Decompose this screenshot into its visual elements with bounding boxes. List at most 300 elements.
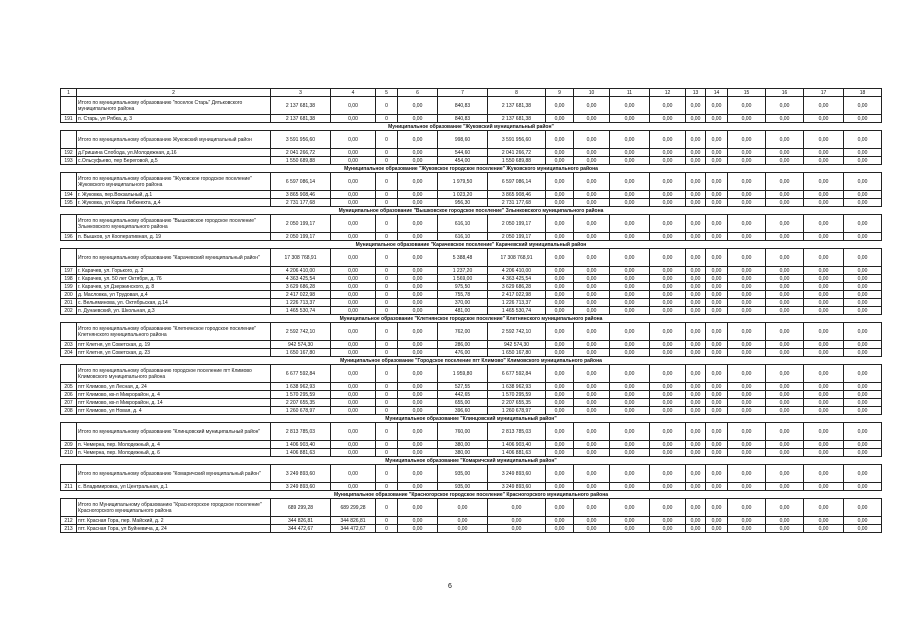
table-row	[61, 291, 882, 299]
section-heading-row	[61, 415, 882, 423]
value-cell: 4 363 425,54	[488, 275, 546, 283]
value-cell: 0,00	[331, 449, 376, 457]
value-cell: 0,00	[766, 391, 804, 399]
column-header: 11	[610, 89, 650, 97]
row-number-cell: 208	[61, 407, 77, 415]
column-header: 12	[650, 89, 686, 97]
address-cell: пгт Климово, ул Новая, д. 4	[77, 407, 271, 415]
value-cell: 0,00	[804, 215, 844, 233]
value-cell: 0,00	[331, 199, 376, 207]
address-cell: с. Вельяминова, ул. Октябрьская, д.14	[77, 299, 271, 307]
value-cell: 0,00	[610, 199, 650, 207]
value-cell: 0,00	[574, 525, 610, 533]
value-cell: 0	[376, 423, 398, 441]
value-cell: 0,00	[610, 407, 650, 415]
address-cell: пгт Клетня, ул Советская, д. 23	[77, 349, 271, 357]
value-cell: 2 592 742,10	[271, 323, 331, 341]
value-cell: 0,00	[574, 299, 610, 307]
value-cell: 0,00	[844, 441, 882, 449]
row-number-cell: 193	[61, 157, 77, 165]
value-cell: 0	[376, 499, 398, 517]
value-cell: 0,00	[844, 383, 882, 391]
value-cell: 0,00	[331, 391, 376, 399]
value-cell: 0	[376, 483, 398, 491]
value-cell: 0,00	[844, 517, 882, 525]
value-cell: 0,00	[844, 283, 882, 291]
value-cell: 0,00	[804, 299, 844, 307]
value-cell: 0,00	[650, 215, 686, 233]
value-cell: 0,00	[706, 199, 728, 207]
value-cell: 998,60	[438, 131, 488, 149]
value-cell: 0	[376, 267, 398, 275]
value-cell: 0,00	[686, 291, 706, 299]
value-cell: 0,00	[844, 275, 882, 283]
column-header: 18	[844, 89, 882, 97]
value-cell: 0,00	[331, 191, 376, 199]
value-cell: 2 207 655,35	[271, 399, 331, 407]
value-cell: 0,00	[331, 323, 376, 341]
value-cell: 0,00	[844, 365, 882, 383]
value-cell: 0,00	[706, 283, 728, 291]
value-cell: 0,00	[844, 407, 882, 415]
address-cell: Итого по муниципальному образованию "Вышковское городское поселение" Злынковского муниципального района	[77, 215, 271, 233]
section-heading-row	[61, 241, 882, 249]
table-row	[61, 449, 882, 457]
value-cell: 0,00	[728, 383, 766, 391]
column-header: 6	[398, 89, 438, 97]
value-cell: 0	[376, 525, 398, 533]
value-cell: 4 206 410,00	[271, 267, 331, 275]
value-cell: 2 592 742,10	[488, 323, 546, 341]
value-cell: 0,00	[574, 391, 610, 399]
value-cell: 0,00	[728, 423, 766, 441]
value-cell: 0,00	[331, 157, 376, 165]
value-cell: 0,00	[546, 407, 574, 415]
value-cell: 0,00	[686, 407, 706, 415]
address-cell: пгт Климово, кв-л Микрорайон, д. 14	[77, 399, 271, 407]
value-cell: 0	[376, 407, 398, 415]
value-cell: 3 591 956,60	[271, 131, 331, 149]
value-cell: 0,00	[766, 383, 804, 391]
value-cell: 0,00	[728, 407, 766, 415]
value-cell: 0,00	[610, 423, 650, 441]
value-cell: 0,00	[331, 149, 376, 157]
section-heading: Муниципальное образование "Жуковское городское поселение" Жуковского муниципального района	[61, 165, 882, 173]
value-cell: 0,00	[766, 157, 804, 165]
value-cell: 0,00	[844, 399, 882, 407]
value-cell: 0,00	[546, 233, 574, 241]
value-cell: 0,00	[398, 173, 438, 191]
value-cell: 0,00	[610, 233, 650, 241]
column-header: 1	[61, 89, 77, 97]
value-cell: 0,00	[398, 283, 438, 291]
value-cell: 0,00	[610, 517, 650, 525]
value-cell: 0,00	[844, 173, 882, 191]
value-cell: 0,00	[706, 483, 728, 491]
value-cell: 0,00	[331, 407, 376, 415]
value-cell: 476,00	[438, 349, 488, 357]
value-cell: 0,00	[650, 173, 686, 191]
value-cell: 0,00	[650, 341, 686, 349]
value-cell: 0,00	[844, 483, 882, 491]
value-cell: 2 050 199,17	[271, 215, 331, 233]
value-cell: 762,00	[438, 323, 488, 341]
subtotal-row	[61, 97, 882, 115]
value-cell: 2 050 199,17	[271, 233, 331, 241]
value-cell: 0,00	[804, 349, 844, 357]
row-number-cell: 197	[61, 267, 77, 275]
value-cell: 0,00	[398, 157, 438, 165]
value-cell: 0,00	[398, 525, 438, 533]
value-cell: 0,00	[546, 157, 574, 165]
value-cell: 0,00	[546, 341, 574, 349]
value-cell: 0,00	[650, 275, 686, 283]
value-cell: 344 472,67	[331, 525, 376, 533]
value-cell: 0,00	[686, 307, 706, 315]
value-cell: 0,00	[844, 149, 882, 157]
value-cell: 0,00	[706, 383, 728, 391]
row-number-cell	[61, 465, 77, 483]
value-cell: 0,00	[610, 149, 650, 157]
value-cell: 0,00	[650, 323, 686, 341]
value-cell: 0,00	[398, 275, 438, 283]
value-cell: 0,00	[331, 215, 376, 233]
value-cell: 0,00	[686, 483, 706, 491]
value-cell: 0,00	[844, 249, 882, 267]
value-cell: 0,00	[766, 173, 804, 191]
subtotal-row	[61, 131, 882, 149]
column-header: 4	[331, 89, 376, 97]
value-cell: 0,00	[804, 115, 844, 123]
value-cell: 2 813 785,03	[271, 423, 331, 441]
row-number-cell	[61, 215, 77, 233]
value-cell: 0	[376, 349, 398, 357]
value-cell: 4 363 425,54	[271, 275, 331, 283]
value-cell: 344 826,81	[331, 517, 376, 525]
value-cell: 0,00	[546, 249, 574, 267]
address-cell: с.Ольсуфьево, пер Береговой, д.5	[77, 157, 271, 165]
row-number-cell	[61, 499, 77, 517]
value-cell: 0,00	[804, 441, 844, 449]
value-cell: 0,00	[728, 465, 766, 483]
value-cell: 0,00	[706, 349, 728, 357]
value-cell: 0,00	[686, 349, 706, 357]
value-cell: 0,00	[766, 115, 804, 123]
row-number-cell: 207	[61, 399, 77, 407]
value-cell: 0,00	[804, 149, 844, 157]
address-cell: Итого по муниципальному образованию "Комаричский муниципальный район"	[77, 465, 271, 483]
column-header: 5	[376, 89, 398, 97]
value-cell: 0,00	[398, 233, 438, 241]
value-cell: 1 550 689,88	[488, 157, 546, 165]
value-cell: 1 023,20	[438, 191, 488, 199]
value-cell: 0,00	[706, 267, 728, 275]
value-cell: 0,00	[728, 517, 766, 525]
value-cell: 0	[376, 275, 398, 283]
subtotal-row	[61, 249, 882, 267]
subtotal-row	[61, 215, 882, 233]
value-cell: 0,00	[804, 249, 844, 267]
value-cell: 0,00	[650, 499, 686, 517]
value-cell: 0,00	[728, 449, 766, 457]
value-cell: 2 137 681,38	[488, 97, 546, 115]
value-cell: 3 249 893,60	[488, 483, 546, 491]
value-cell: 1 465 530,74	[271, 307, 331, 315]
section-heading-row	[61, 491, 882, 499]
value-cell: 0,00	[398, 383, 438, 391]
value-cell: 4 206 410,00	[488, 267, 546, 275]
value-cell: 0,00	[331, 173, 376, 191]
value-cell: 0,00	[844, 97, 882, 115]
section-heading: Муниципальное образование "Городское поселение пгт Климово" Климовского муниципального района	[61, 357, 882, 365]
value-cell: 0,00	[686, 323, 706, 341]
value-cell: 0,00	[610, 525, 650, 533]
table-row	[61, 307, 882, 315]
row-number-cell: 209	[61, 441, 77, 449]
value-cell: 0,00	[804, 499, 844, 517]
table-row	[61, 149, 882, 157]
value-cell: 0,00	[398, 115, 438, 123]
row-number-cell: 194	[61, 191, 77, 199]
value-cell: 0,00	[804, 267, 844, 275]
value-cell: 0	[376, 383, 398, 391]
value-cell: 0	[376, 365, 398, 383]
value-cell: 0,00	[706, 517, 728, 525]
value-cell: 0,00	[844, 115, 882, 123]
value-cell: 1 638 962,93	[488, 383, 546, 391]
table-row	[61, 349, 882, 357]
value-cell: 0,00	[546, 97, 574, 115]
section-heading: Муниципальное образование "Клинцовский муниципальный район"	[61, 415, 882, 423]
value-cell: 0,00	[574, 383, 610, 391]
value-cell: 0,00	[804, 233, 844, 241]
value-cell: 1 406 903,40	[271, 441, 331, 449]
value-cell: 0,00	[610, 267, 650, 275]
value-cell: 0,00	[844, 349, 882, 357]
value-cell: 0,00	[331, 383, 376, 391]
value-cell: 0,00	[844, 525, 882, 533]
section-heading-row	[61, 457, 882, 465]
value-cell: 1 237,20	[438, 267, 488, 275]
value-cell: 0,00	[610, 283, 650, 291]
value-cell: 0,00	[686, 233, 706, 241]
row-number-cell: 196	[61, 233, 77, 241]
value-cell: 0	[376, 249, 398, 267]
value-cell: 0,00	[650, 517, 686, 525]
value-cell: 0,00	[804, 97, 844, 115]
value-cell: 2 417 022,98	[488, 291, 546, 299]
value-cell: 0,00	[686, 157, 706, 165]
value-cell: 3 249 893,60	[271, 465, 331, 483]
value-cell: 0,00	[650, 349, 686, 357]
value-cell: 0,00	[610, 465, 650, 483]
row-number-cell: 195	[61, 199, 77, 207]
value-cell: 0,00	[706, 323, 728, 341]
value-cell: 0,00	[610, 215, 650, 233]
value-cell: 0,00	[706, 441, 728, 449]
value-cell: 0,00	[610, 365, 650, 383]
value-cell: 0,00	[331, 423, 376, 441]
address-cell: пгт Климово, ул Лесная, д. 24	[77, 383, 271, 391]
value-cell: 0	[376, 441, 398, 449]
value-cell: 0,00	[804, 157, 844, 165]
value-cell: 0,00	[728, 349, 766, 357]
value-cell: 17 308 768,91	[488, 249, 546, 267]
value-cell: 0,00	[650, 525, 686, 533]
value-cell: 2 041 266,72	[488, 149, 546, 157]
value-cell: 0,00	[804, 407, 844, 415]
value-cell: 1 959,80	[438, 365, 488, 383]
value-cell: 0,00	[766, 483, 804, 491]
value-cell: 1 550 689,88	[271, 157, 331, 165]
value-cell: 3 865 908,46	[271, 191, 331, 199]
value-cell: 0,00	[686, 441, 706, 449]
value-cell: 0,00	[650, 299, 686, 307]
value-cell: 0,00	[728, 199, 766, 207]
value-cell: 0,00	[610, 499, 650, 517]
value-cell: 0,00	[574, 499, 610, 517]
value-cell: 1 979,50	[438, 173, 488, 191]
value-cell: 0,00	[686, 173, 706, 191]
value-cell: 6 677 592,84	[271, 365, 331, 383]
value-cell: 0,00	[686, 499, 706, 517]
value-cell: 0,00	[804, 517, 844, 525]
value-cell: 0,00	[766, 449, 804, 457]
table-row	[61, 191, 882, 199]
value-cell: 0,00	[706, 173, 728, 191]
value-cell: 616,10	[438, 233, 488, 241]
value-cell: 0,00	[610, 299, 650, 307]
address-cell: Итого по муниципальному образованию "поселок Старь" Дятьковского муниципального района	[77, 97, 271, 115]
address-cell: п. Вышков, ул Кооперативная, д. 19	[77, 233, 271, 241]
value-cell: 0,00	[706, 215, 728, 233]
value-cell: 6 597 086,14	[488, 173, 546, 191]
value-cell: 0,00	[331, 341, 376, 349]
table-row	[61, 483, 882, 491]
address-cell: пгт Клетня, ул Советская, д. 19	[77, 341, 271, 349]
value-cell: 0,00	[706, 191, 728, 199]
address-cell: г. Карачев, ул. 50 лет Октября, д. 76	[77, 275, 271, 283]
value-cell: 0,00	[728, 483, 766, 491]
value-cell: 0,00	[331, 97, 376, 115]
value-cell: 0,00	[804, 465, 844, 483]
value-cell: 0,00	[844, 199, 882, 207]
value-cell: 0,00	[844, 423, 882, 441]
value-cell: 0,00	[331, 233, 376, 241]
row-number-cell: 212	[61, 517, 77, 525]
value-cell: 0,00	[804, 525, 844, 533]
value-cell: 0,00	[574, 157, 610, 165]
value-cell: 0,00	[574, 97, 610, 115]
value-cell: 0,00	[728, 499, 766, 517]
value-cell: 0,00	[331, 131, 376, 149]
value-cell: 0,00	[574, 249, 610, 267]
value-cell: 1 650 167,80	[488, 349, 546, 357]
value-cell: 0,00	[331, 249, 376, 267]
value-cell: 0,00	[706, 115, 728, 123]
value-cell: 1 226 713,37	[488, 299, 546, 307]
value-cell: 0,00	[766, 341, 804, 349]
value-cell: 0,00	[728, 525, 766, 533]
value-cell: 0,00	[650, 441, 686, 449]
value-cell: 2 137 681,38	[271, 97, 331, 115]
value-cell: 0,00	[728, 233, 766, 241]
column-header-row	[61, 89, 882, 97]
value-cell: 0,00	[766, 441, 804, 449]
address-cell: Итого по муниципальному образованию Жуковский муниципальный район	[77, 131, 271, 149]
value-cell: 0,00	[766, 299, 804, 307]
value-cell: 0,00	[398, 483, 438, 491]
value-cell: 0,00	[398, 441, 438, 449]
value-cell: 0,00	[398, 199, 438, 207]
value-cell: 0,00	[574, 341, 610, 349]
value-cell: 0,00	[574, 191, 610, 199]
value-cell: 0,00	[650, 307, 686, 315]
value-cell: 0,00	[766, 349, 804, 357]
row-number-cell: 213	[61, 525, 77, 533]
value-cell: 0,00	[398, 465, 438, 483]
value-cell: 0,00	[331, 365, 376, 383]
value-cell: 0,00	[844, 267, 882, 275]
value-cell: 0,00	[331, 483, 376, 491]
section-heading: Муниципальное образование "Красногорское городское поселение" Красногорского муниципального района	[61, 491, 882, 499]
address-cell: г. Карачев, ул Дзержинского, д. 8	[77, 283, 271, 291]
value-cell: 0,00	[844, 291, 882, 299]
value-cell: 0,00	[650, 115, 686, 123]
value-cell: 0,00	[610, 173, 650, 191]
value-cell: 0,00	[650, 465, 686, 483]
value-cell: 0,00	[331, 441, 376, 449]
value-cell: 0,00	[804, 365, 844, 383]
value-cell: 0	[376, 465, 398, 483]
value-cell: 0,00	[728, 307, 766, 315]
value-cell: 0,00	[766, 517, 804, 525]
value-cell: 0,00	[610, 341, 650, 349]
row-number-cell: 202	[61, 307, 77, 315]
value-cell: 0,00	[574, 233, 610, 241]
value-cell: 0,00	[728, 441, 766, 449]
value-cell: 655,00	[438, 399, 488, 407]
value-cell: 0,00	[546, 323, 574, 341]
address-cell: пгт. Красная Гора, ул Буйневича, д. 24	[77, 525, 271, 533]
value-cell: 0,00	[766, 97, 804, 115]
column-header: 10	[574, 89, 610, 97]
value-cell: 0,00	[844, 465, 882, 483]
value-cell: 0,00	[844, 391, 882, 399]
column-header: 15	[728, 89, 766, 97]
value-cell: 0,00	[804, 423, 844, 441]
section-heading-row	[61, 123, 882, 131]
value-cell: 0,00	[804, 199, 844, 207]
value-cell: 3 249 893,60	[271, 483, 331, 491]
row-number-cell: 205	[61, 383, 77, 391]
value-cell: 0	[376, 341, 398, 349]
address-cell: п. Дунаевский, ул. Школьная, д.3	[77, 307, 271, 315]
value-cell: 0,00	[706, 307, 728, 315]
value-cell: 0,00	[844, 449, 882, 457]
value-cell: 0,00	[844, 323, 882, 341]
value-cell: 0,00	[706, 365, 728, 383]
value-cell: 0,00	[650, 249, 686, 267]
value-cell: 0,00	[650, 423, 686, 441]
value-cell: 0,00	[766, 249, 804, 267]
value-cell: 0,00	[766, 291, 804, 299]
value-cell: 17 308 768,91	[271, 249, 331, 267]
value-cell: 286,00	[438, 341, 488, 349]
value-cell: 0,00	[574, 131, 610, 149]
value-cell: 6 597 086,14	[271, 173, 331, 191]
row-number-cell	[61, 173, 77, 191]
